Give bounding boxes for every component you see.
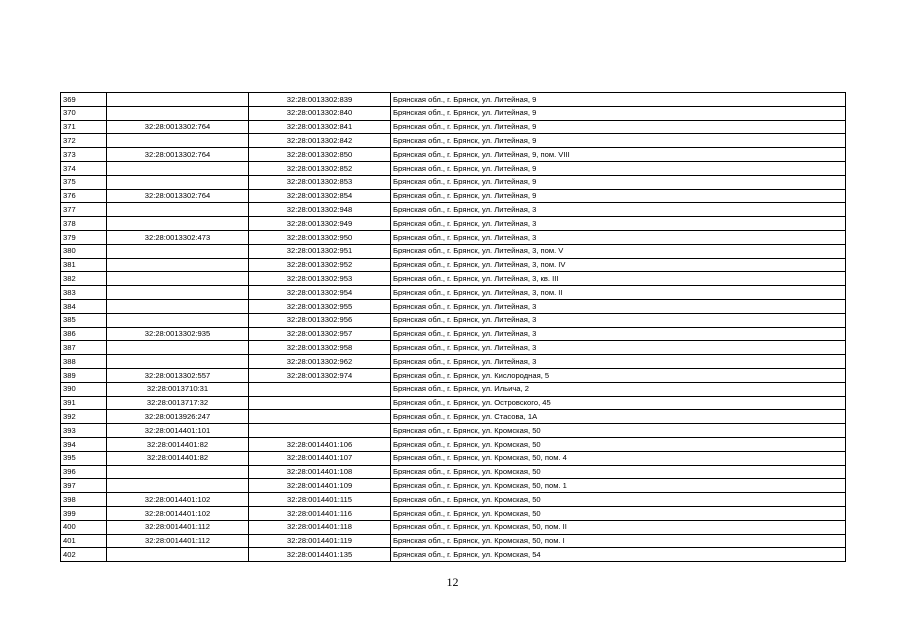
cadastral-number-cell: 32:28:0013302:948	[249, 203, 391, 217]
cadastral-number-cell: 32:28:0013302:842	[249, 134, 391, 148]
row-number-cell: 396	[61, 465, 107, 479]
parent-cadastral-number-cell	[107, 217, 249, 231]
cadastral-number-cell: 32:28:0013302:841	[249, 120, 391, 134]
parent-cadastral-number-cell: 32:28:0014401:102	[107, 493, 249, 507]
address-cell: Брянская обл., г. Брянск, ул. Литейная, 9	[391, 120, 846, 134]
parent-cadastral-number-cell	[107, 93, 249, 107]
address-cell: Брянская обл., г. Брянск, ул. Литейная, 3	[391, 341, 846, 355]
address-cell: Брянская обл., г. Брянск, ул. Кромская, 50, пом. II	[391, 520, 846, 534]
table-row	[61, 244, 846, 258]
cadastral-number-cell: 32:28:0013302:955	[249, 299, 391, 313]
cadastral-number-cell	[249, 424, 391, 438]
cadastral-number-cell: 32:28:0013302:840	[249, 106, 391, 120]
row-number-cell: 376	[61, 189, 107, 203]
address-cell: Брянская обл., г. Брянск, ул. Кромская, 50, пом. 4	[391, 451, 846, 465]
address-cell: Брянская обл., г. Брянск, ул. Литейная, 3	[391, 203, 846, 217]
table-row	[61, 479, 846, 493]
address-cell: Брянская обл., г. Брянск, ул. Кромская, 50	[391, 493, 846, 507]
table-row	[61, 161, 846, 175]
table-row	[61, 230, 846, 244]
cadastral-number-cell: 32:28:0014401:135	[249, 548, 391, 562]
table-row	[61, 548, 846, 562]
cadastral-number-cell: 32:28:0013302:949	[249, 217, 391, 231]
parent-cadastral-number-cell: 32:28:0013302:557	[107, 368, 249, 382]
table-row	[61, 437, 846, 451]
parent-cadastral-number-cell: 32:28:0014401:112	[107, 520, 249, 534]
parent-cadastral-number-cell	[107, 106, 249, 120]
cadastral-number-cell: 32:28:0014401:116	[249, 506, 391, 520]
parent-cadastral-number-cell: 32:28:0013302:935	[107, 327, 249, 341]
table-row	[61, 286, 846, 300]
row-number-cell: 377	[61, 203, 107, 217]
address-cell: Брянская обл., г. Брянск, ул. Кромская, 50, пом. I	[391, 534, 846, 548]
parent-cadastral-number-cell: 32:28:0013302:764	[107, 189, 249, 203]
address-cell: Брянская обл., г. Брянск, ул. Литейная, 3	[391, 299, 846, 313]
parent-cadastral-number-cell	[107, 313, 249, 327]
address-cell: Брянская обл., г. Брянск, ул. Литейная, 3	[391, 313, 846, 327]
cadastral-number-cell: 32:28:0013302:962	[249, 355, 391, 369]
table-row	[61, 341, 846, 355]
cadastral-number-cell: 32:28:0013302:839	[249, 93, 391, 107]
address-cell: Брянская обл., г. Брянск, ул. Ильича, 2	[391, 382, 846, 396]
row-number-cell: 389	[61, 368, 107, 382]
row-number-cell: 386	[61, 327, 107, 341]
row-number-cell: 398	[61, 493, 107, 507]
parent-cadastral-number-cell: 32:28:0013717:32	[107, 396, 249, 410]
row-number-cell: 384	[61, 299, 107, 313]
row-number-cell: 390	[61, 382, 107, 396]
address-cell: Брянская обл., г. Брянск, ул. Литейная, 3	[391, 217, 846, 231]
table-row	[61, 451, 846, 465]
row-number-cell: 369	[61, 93, 107, 107]
parent-cadastral-number-cell	[107, 299, 249, 313]
row-number-cell: 399	[61, 506, 107, 520]
row-number-cell: 394	[61, 437, 107, 451]
table-row	[61, 203, 846, 217]
parent-cadastral-number-cell: 32:28:0014401:112	[107, 534, 249, 548]
row-number-cell: 382	[61, 272, 107, 286]
cadastral-number-cell: 32:28:0013302:974	[249, 368, 391, 382]
parent-cadastral-number-cell: 32:28:0013302:473	[107, 230, 249, 244]
cadastral-number-cell: 32:28:0013302:850	[249, 148, 391, 162]
table-row	[61, 258, 846, 272]
table-row	[61, 120, 846, 134]
parent-cadastral-number-cell: 32:28:0014401:102	[107, 506, 249, 520]
page-number: 12	[446, 575, 459, 589]
parent-cadastral-number-cell	[107, 244, 249, 258]
table-row	[61, 410, 846, 424]
parent-cadastral-number-cell	[107, 272, 249, 286]
table-row	[61, 506, 846, 520]
row-number-cell: 385	[61, 313, 107, 327]
address-cell: Брянская обл., г. Брянск, ул. Литейная, 3, пом. V	[391, 244, 846, 258]
address-cell: Брянская обл., г. Брянск, ул. Литейная, 9	[391, 93, 846, 107]
table-row	[61, 396, 846, 410]
cadastral-number-cell: 32:28:0014401:119	[249, 534, 391, 548]
cadastral-number-cell: 32:28:0014401:109	[249, 479, 391, 493]
address-cell: Брянская обл., г. Брянск, ул. Литейная, 3	[391, 327, 846, 341]
row-number-cell: 387	[61, 341, 107, 355]
address-cell: Брянская обл., г. Брянск, ул. Литейная, 3, пом. IV	[391, 258, 846, 272]
row-number-cell: 371	[61, 120, 107, 134]
row-number-cell: 400	[61, 520, 107, 534]
row-number-cell: 370	[61, 106, 107, 120]
address-cell: Брянская обл., г. Брянск, ул. Литейная, 3	[391, 230, 846, 244]
row-number-cell: 379	[61, 230, 107, 244]
address-cell: Брянская обл., г. Брянск, ул. Кромская, 50	[391, 437, 846, 451]
table-row	[61, 93, 846, 107]
table-row	[61, 465, 846, 479]
parent-cadastral-number-cell	[107, 465, 249, 479]
table-row	[61, 272, 846, 286]
address-cell: Брянская обл., г. Брянск, ул. Литейная, 9	[391, 161, 846, 175]
row-number-cell: 395	[61, 451, 107, 465]
table-row	[61, 313, 846, 327]
table-row	[61, 106, 846, 120]
address-cell: Брянская обл., г. Брянск, ул. Кромская, 50	[391, 465, 846, 479]
parent-cadastral-number-cell	[107, 286, 249, 300]
row-number-cell: 392	[61, 410, 107, 424]
cadastral-number-cell: 32:28:0013302:952	[249, 258, 391, 272]
cadastral-number-cell: 32:28:0014401:106	[249, 437, 391, 451]
address-cell: Брянская обл., г. Брянск, ул. Литейная, 3, пом. II	[391, 286, 846, 300]
row-number-cell: 372	[61, 134, 107, 148]
row-number-cell: 378	[61, 217, 107, 231]
cadastral-number-cell: 32:28:0014401:118	[249, 520, 391, 534]
row-number-cell: 388	[61, 355, 107, 369]
cadastral-number-cell	[249, 382, 391, 396]
address-cell: Брянская обл., г. Брянск, ул. Литейная, 3, кв. III	[391, 272, 846, 286]
cadastral-number-cell: 32:28:0013302:854	[249, 189, 391, 203]
address-cell: Брянская обл., г. Брянск, ул. Литейная, 9	[391, 175, 846, 189]
row-number-cell: 383	[61, 286, 107, 300]
row-number-cell: 373	[61, 148, 107, 162]
cadastral-number-cell: 32:28:0013302:954	[249, 286, 391, 300]
cadastral-number-cell: 32:28:0013302:958	[249, 341, 391, 355]
address-cell: Брянская обл., г. Брянск, ул. Литейная, 9, пом. VIII	[391, 148, 846, 162]
parent-cadastral-number-cell	[107, 341, 249, 355]
address-cell: Брянская обл., г. Брянск, ул. Кромская, 50	[391, 506, 846, 520]
address-cell: Брянская обл., г. Брянск, ул. Литейная, 3	[391, 355, 846, 369]
parent-cadastral-number-cell: 32:28:0013302:764	[107, 120, 249, 134]
cadastral-number-cell	[249, 396, 391, 410]
row-number-cell: 397	[61, 479, 107, 493]
property-registry-table	[60, 92, 846, 562]
table-row	[61, 189, 846, 203]
address-cell: Брянская обл., г. Брянск, ул. Литейная, 9	[391, 134, 846, 148]
parent-cadastral-number-cell	[107, 548, 249, 562]
row-number-cell: 393	[61, 424, 107, 438]
address-cell: Брянская обл., г. Брянск, ул. Островского, 45	[391, 396, 846, 410]
row-number-cell: 391	[61, 396, 107, 410]
parent-cadastral-number-cell	[107, 175, 249, 189]
parent-cadastral-number-cell	[107, 134, 249, 148]
table-row	[61, 534, 846, 548]
row-number-cell: 374	[61, 161, 107, 175]
cadastral-number-cell: 32:28:0013302:950	[249, 230, 391, 244]
address-cell: Брянская обл., г. Брянск, ул. Кромская, 54	[391, 548, 846, 562]
parent-cadastral-number-cell	[107, 258, 249, 272]
row-number-cell: 381	[61, 258, 107, 272]
cadastral-number-cell: 32:28:0014401:108	[249, 465, 391, 479]
cadastral-number-cell: 32:28:0014401:115	[249, 493, 391, 507]
table-row	[61, 217, 846, 231]
address-cell: Брянская обл., г. Брянск, ул. Кромская, 50, пом. 1	[391, 479, 846, 493]
address-cell: Брянская обл., г. Брянск, ул. Кромская, 50	[391, 424, 846, 438]
parent-cadastral-number-cell: 32:28:0013302:764	[107, 148, 249, 162]
cadastral-number-cell: 32:28:0013302:956	[249, 313, 391, 327]
cadastral-number-cell: 32:28:0013302:957	[249, 327, 391, 341]
parent-cadastral-number-cell	[107, 203, 249, 217]
registry-table-body	[61, 93, 846, 562]
cadastral-number-cell	[249, 410, 391, 424]
table-row	[61, 299, 846, 313]
parent-cadastral-number-cell: 32:28:0014401:82	[107, 437, 249, 451]
address-cell: Брянская обл., г. Брянск, ул. Литейная, 9	[391, 189, 846, 203]
row-number-cell: 401	[61, 534, 107, 548]
table-row	[61, 327, 846, 341]
parent-cadastral-number-cell: 32:28:0013926:247	[107, 410, 249, 424]
cadastral-number-cell: 32:28:0014401:107	[249, 451, 391, 465]
table-row	[61, 493, 846, 507]
address-cell: Брянская обл., г. Брянск, ул. Кислородная, 5	[391, 368, 846, 382]
table-row	[61, 424, 846, 438]
cadastral-number-cell: 32:28:0013302:852	[249, 161, 391, 175]
row-number-cell: 380	[61, 244, 107, 258]
table-row	[61, 134, 846, 148]
table-row	[61, 355, 846, 369]
table-row	[61, 368, 846, 382]
parent-cadastral-number-cell	[107, 479, 249, 493]
table-row	[61, 382, 846, 396]
parent-cadastral-number-cell: 32:28:0013710:31	[107, 382, 249, 396]
row-number-cell: 375	[61, 175, 107, 189]
row-number-cell: 402	[61, 548, 107, 562]
parent-cadastral-number-cell: 32:28:0014401:82	[107, 451, 249, 465]
parent-cadastral-number-cell: 32:28:0014401:101	[107, 424, 249, 438]
address-cell: Брянская обл., г. Брянск, ул. Стасова, 1А	[391, 410, 846, 424]
cadastral-number-cell: 32:28:0013302:853	[249, 175, 391, 189]
cadastral-number-cell: 32:28:0013302:953	[249, 272, 391, 286]
table-row	[61, 148, 846, 162]
parent-cadastral-number-cell	[107, 355, 249, 369]
table-row	[61, 520, 846, 534]
table-row	[61, 175, 846, 189]
parent-cadastral-number-cell	[107, 161, 249, 175]
cadastral-number-cell: 32:28:0013302:951	[249, 244, 391, 258]
address-cell: Брянская обл., г. Брянск, ул. Литейная, 9	[391, 106, 846, 120]
